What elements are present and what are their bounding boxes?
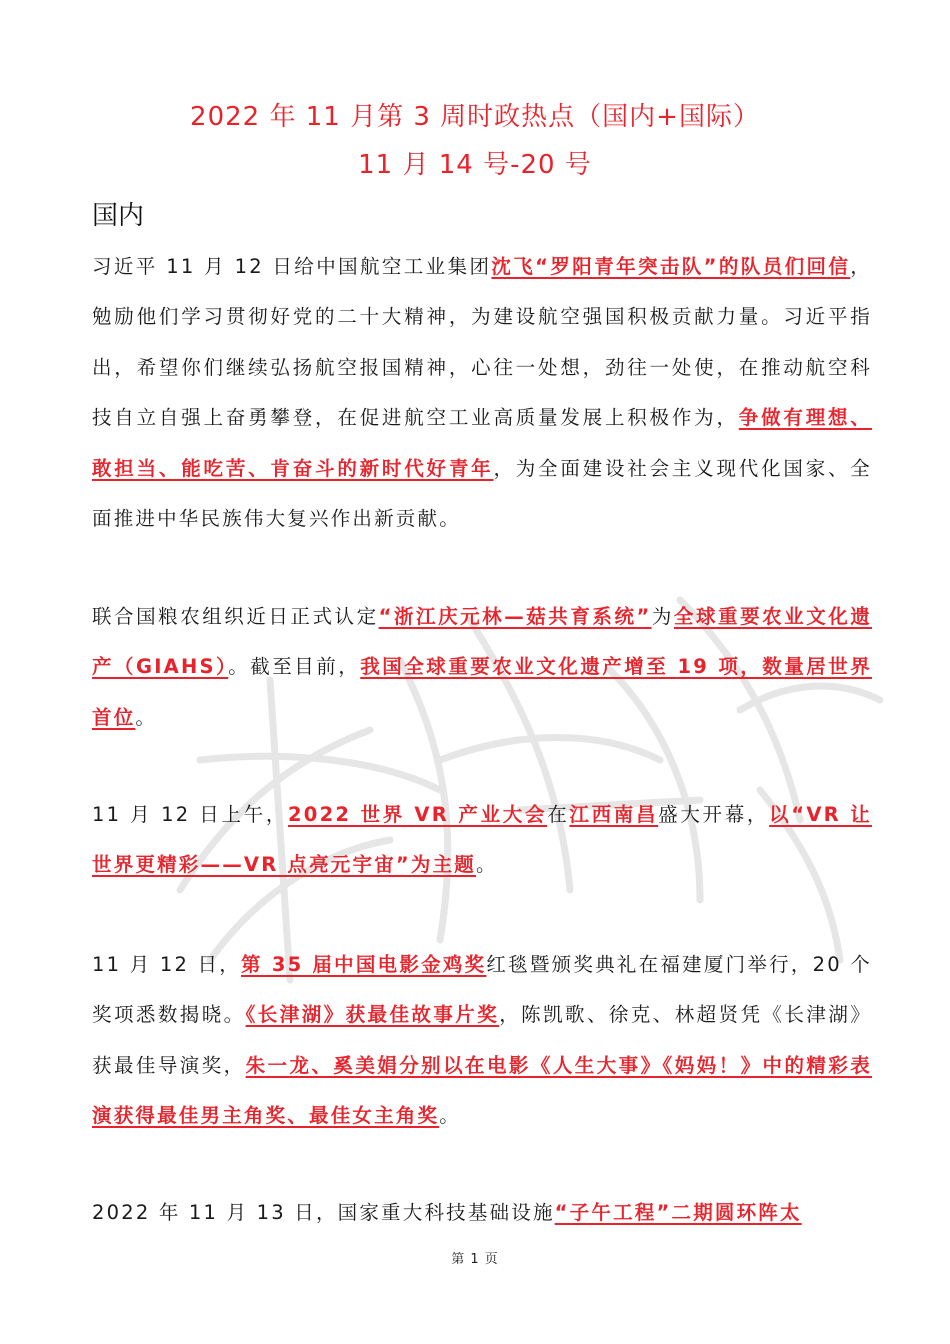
highlighted-key-phrase: 争做有理想、敢担当、能吃苦、肯奋斗的新时代好青年 [92, 406, 872, 480]
body-text-segment: 。 [439, 1104, 461, 1128]
page-number-footer: 第 1 页 [451, 1252, 499, 1267]
page-subtitle-date-range: 11 月 14 号-20 号 [358, 150, 592, 180]
body-text-segment: 。 [135, 705, 158, 729]
body-text-segment: 。 [476, 853, 498, 877]
section-heading-domestic: 国内 [92, 201, 145, 231]
highlighted-key-phrase: 第 35 届中国电影金鸡奖 [241, 953, 487, 976]
body-text-segment: 11 月 12 日， [92, 953, 242, 976]
highlighted-key-phrase: 朱一龙、奚美娟分别以在电影《人生大事》《妈妈！》中的精彩表演获得最佳男主角奖、最佳女主角奖 [92, 1053, 872, 1128]
body-text-segment: 习近平 11 月 12 日给中国航空工业集团 [92, 255, 492, 278]
highlighted-key-phrase: 以“VR 让世界更精彩——VR 点亮元宇宙”为主题 [92, 803, 872, 877]
highlighted-key-phrase: 沈飞“罗阳青年突击队”的队员们回信 [491, 255, 851, 278]
highlighted-key-phrase: 我国全球重要农业文化遗产增至 19 项，数量居世界首位 [92, 655, 872, 729]
news-paragraph [92, 242, 872, 544]
highlighted-key-phrase: “浙江庆元林—菇共育系统” [378, 605, 652, 628]
body-text-segment: 为 [651, 605, 674, 628]
highlighted-key-phrase: 全球重要农业文化遗产（GIAHS） [92, 605, 872, 679]
highlighted-key-phrase: “子午工程”二期圆环阵太 [554, 1201, 802, 1224]
news-paragraph [92, 592, 872, 743]
body-text-segment: 红毯暨颁奖典礼在福建厦门举行，20 个奖项悉数揭晓。 [92, 953, 872, 1027]
body-text-segment: 。截至目前， [228, 655, 361, 679]
body-text-segment: 联合国粮农组织近日正式认定 [92, 605, 379, 628]
highlighted-key-phrase: 江西南昌 [569, 803, 659, 826]
body-text-segment: ，陈凯歌、徐克、林超贤凭《长津湖》获最佳导演奖， [92, 1003, 872, 1077]
body-text-segment: 在 [547, 803, 570, 826]
news-paragraph [92, 1188, 872, 1238]
body-text-segment: ，为全面建设社会主义现代化国家、全面推进中华民族伟大复兴作出新贡献。 [92, 456, 872, 531]
body-text-segment: 11 月 12 日上午， [92, 803, 289, 826]
news-paragraph [92, 940, 872, 1142]
body-text-segment: 盛大开幕， [658, 803, 770, 826]
body-text-segment: 2022 年 11 月 13 日，国家重大科技基础设施 [92, 1201, 555, 1224]
highlighted-key-phrase: 《长津湖》获最佳故事片奖 [245, 1003, 500, 1027]
page-title: 2022 年 11 月第 3 周时政热点（国内+国际） [190, 102, 760, 132]
highlighted-key-phrase: 2022 世界 VR 产业大会 [288, 803, 548, 826]
news-paragraph [92, 790, 872, 891]
body-text-segment: ，勉励他们学习贯彻好党的二十大精神，为建设航空强国积极贡献力量。习近平指出，希望你们继续弘扬航空报国精神，心往一处想，劲往一处使，在推动航空科技自立自强上奋勇攀登，在促进航空工业高质量发展上积极作为， [92, 255, 872, 430]
